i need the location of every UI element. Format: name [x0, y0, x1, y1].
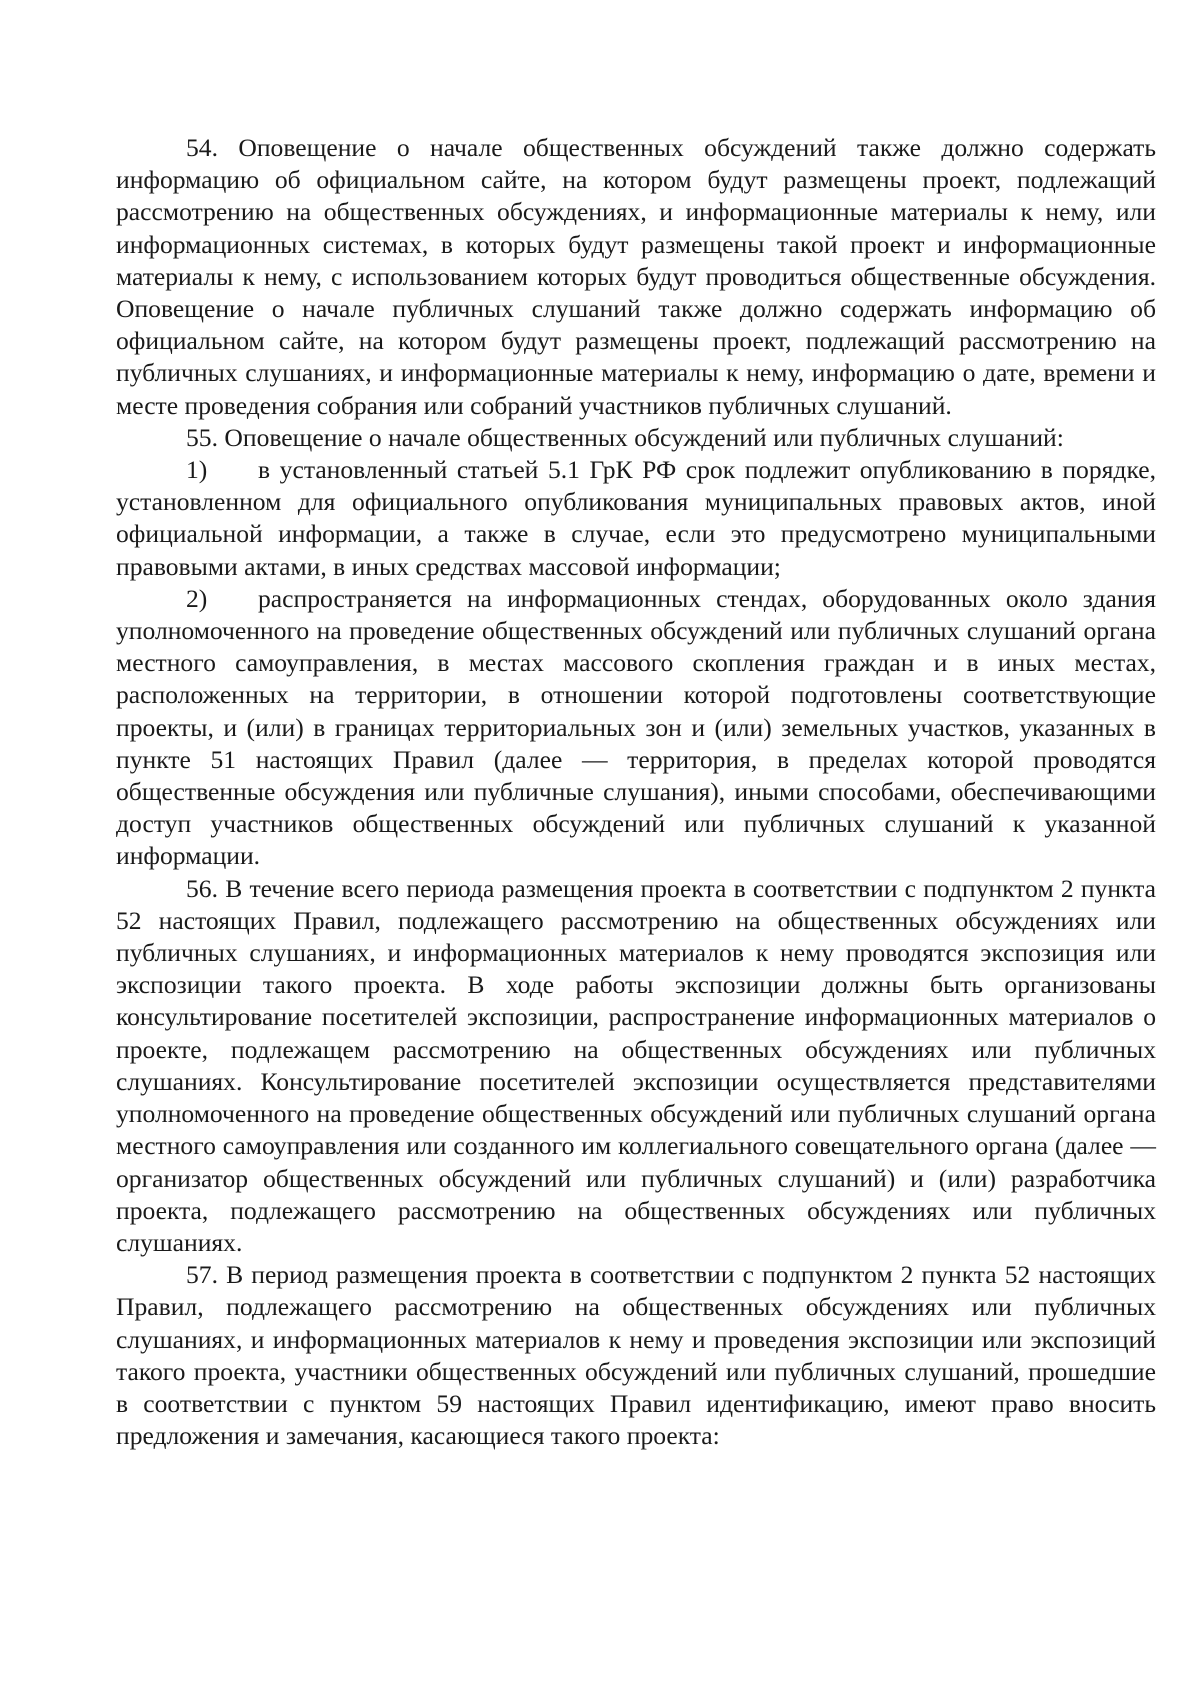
list-item-text: в установленный статьей 5.1 ГрК РФ срок подлежит опубликованию в порядке, установленном для официального опубликования муниципальных правовых актов, иной официальной информации, а также в случае, если это предусмотрено муниципальными правовыми актами, в иных средствах массовой информации; — [116, 455, 1156, 581]
paragraph-55: 55. Оповещение о начале общественных обсуждений или публичных слушаний: — [186, 422, 1064, 452]
paragraph-54: 54. Оповещение о начале общественных обсуждений также должно содержать информацию об официальном сайте, на котором будут размещены проект, подлежащий рассмотрению на общественных обсуждениях, и информационные материалы к нему, или информационных системах, в которых будут размещены такой проект и информационные материалы к нему, с использованием которых будут проводиться общественные обсуждения. Оповещение о начале публичных слушаний также должно содержать информацию об официальном сайте, на котором будут размещены проект, подлежащий рассмотрению на публичных слушаниях, и информационные материалы к нему, информацию о дате, времени и месте проведения собрания или собраний участников публичных слушаний. — [116, 133, 1156, 420]
list-marker: 1) — [186, 455, 208, 485]
paragraph-57: 57. В период размещения проекта в соответствии с подпунктом 2 пункта 52 настоящих Правил, подлежащего рассмотрению на общественных обсуждениях или публичных слушаниях, и информационных материалов к нему и проведения экспозиции или экспозиций такого проекта, участники общественных обсуждений или публичных слушаний, прошедшие в соответствии с пунктом 59 настоящих Правил идентификацию, имеют право вносить предложения и замечания, касающиеся такого проекта: — [116, 1260, 1156, 1451]
document-body — [116, 132, 1156, 1452]
list-item-1 — [116, 454, 1156, 583]
paragraph-56: 56. В течение всего периода размещения проекта в соответствии с подпунктом 2 пункта 52 настоящих Правил, подлежащего рассмотрению на общественных обсуждениях или публичных слушаниях, и информационных материалов к нему проводятся экспозиция или экспозиции такого проекта. В ходе работы экспозиции должны быть организованы консультирование посетителей экспозиции, распространение информационных материалов о проекте, подлежащем рассмотрению на общественных обсуждениях или публичных слушаниях. Консультирование посетителей экспозиции осуществляется представителями уполномоченного на проведение общественных обсуждений или публичных слушаний органа местного самоуправления или созданного им коллегиального совещательного органа (далее — организатор общественных обсуждений или публичных слушаний) и (или) разработчика проекта, подлежащего рассмотрению на общественных обсуждениях или публичных слушаниях. — [116, 873, 1156, 1257]
list-item-text: распространяется на информационных стендах, оборудованных около здания уполномоченного на проведение общественных обсуждений или публичных слушаний органа местного самоуправления, в местах массового скопления граждан и в иных местах, расположенных на территории, в отношении которой подготовлены соответствующие проекты, и (или) в границах территориальных зон и (или) земельных участков, указанных в пункте 51 настоящих Правил (далее — территория, в пределах которой проводятся общественные обсуждения или публичные слушания), иными способами, обеспечивающими доступ участников общественных обсуждений или публичных слушаний к указанной информации. — [116, 583, 1156, 871]
list-item-2 — [116, 583, 1156, 873]
list-marker: 2) — [186, 583, 208, 613]
